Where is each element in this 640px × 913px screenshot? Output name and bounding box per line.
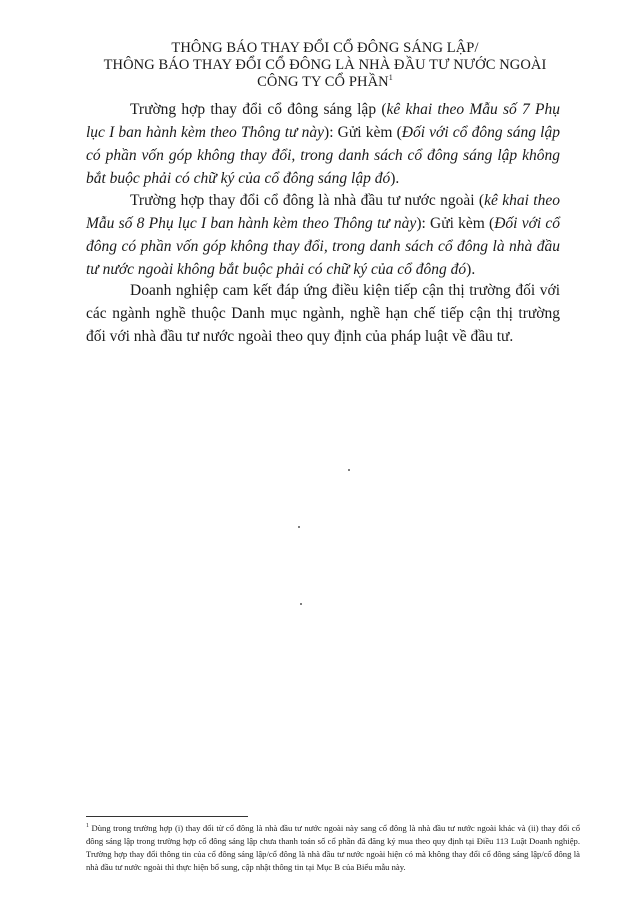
title-line-3 [90,74,560,91]
p1-end: ). [390,170,400,187]
p2-mid: ): Gửi kèm ( [416,215,495,232]
p1-mid: ): Gửi kèm ( [324,124,402,141]
scan-speck [348,469,350,471]
p1-lead: Trường hợp thay đổi cổ đông sáng lập ( [130,101,387,118]
paragraph-foreign-investor [86,189,560,281]
title-footnote-ref: 1 [388,73,393,83]
p2-lead: Trường hợp thay đổi cổ đông là nhà đầu tư nước ngoài ( [130,192,485,209]
paragraph-commitment [86,279,560,348]
p2-end: ). [466,261,476,278]
title-line-3-text: CÔNG TY CỔ PHẦN [257,74,389,90]
footnote-marker: 1 [86,823,89,830]
document-title [90,40,560,91]
title-line-2: THÔNG BÁO THAY ĐỔI CỔ ĐÔNG LÀ NHÀ ĐẦU TƯ NƯỚC NGOÀI [103,57,547,73]
p3-text: Doanh nghiệp cam kết đáp ứng điều kiện tiếp cận thị trường đối với các ngành nghề thuộc Danh mục ngành, nghề hạn chế tiếp cận thị trường đối với nhà đầu tư nước ngoài theo quy định của pháp luật về đầu tư. [86,282,560,345]
paragraph-founding-shareholder [86,98,560,190]
footnote-text: Dùng trong trường hợp (i) thay đổi từ cổ đông là nhà đầu tư nước ngoài này sang cổ đông là nhà đầu tư nước ngoài khác và (ii) thay đổi cổ đông sáng lập trong trường hợp cổ đông sáng lập chưa thanh toán số cổ phần đã đăng ký mua theo quy định tại Điều 113 Luật Doanh nghiệp. Trường hợp thay đổi thông tin của cổ đông sáng lập/cổ đông là nhà đầu tư nước ngoài hiện có mà không thay đổi cổ đông sáng lập/cổ đông là nhà đầu tư nước ngoài thì thực hiện bổ sung, cập nhật thông tin tại Mục B của Biểu mẫu này. [86,823,580,872]
p1-italic-note: Đối với cổ đông sáng lập có phần vốn góp không thay đổi, trong danh sách cổ đông sáng lập không bắt buộc phải có chữ ký của cổ đông sáng lập đó [86,124,560,187]
p1-italic-form-ref: kê khai theo Mẫu số 7 Phụ lục I ban hành kèm theo Thông tư này [86,101,561,141]
p2-italic-note: Đối với cổ đông có phần vốn góp không thay đổi, trong danh sách cổ đông là nhà đầu tư nước ngoài không bắt buộc phải có chữ ký của cổ đông đó [86,215,560,278]
title-line-1: THÔNG BÁO THAY ĐỔI CỔ ĐÔNG SÁNG LẬP/ [171,40,479,56]
footnote-divider [86,816,248,817]
scan-speck [300,603,302,605]
footnote [86,822,580,874]
p2-italic-form-ref: kê khai theo Mẫu số 8 Phụ lục I ban hành kèm theo Thông tư này [86,192,560,232]
scan-speck [298,526,300,528]
